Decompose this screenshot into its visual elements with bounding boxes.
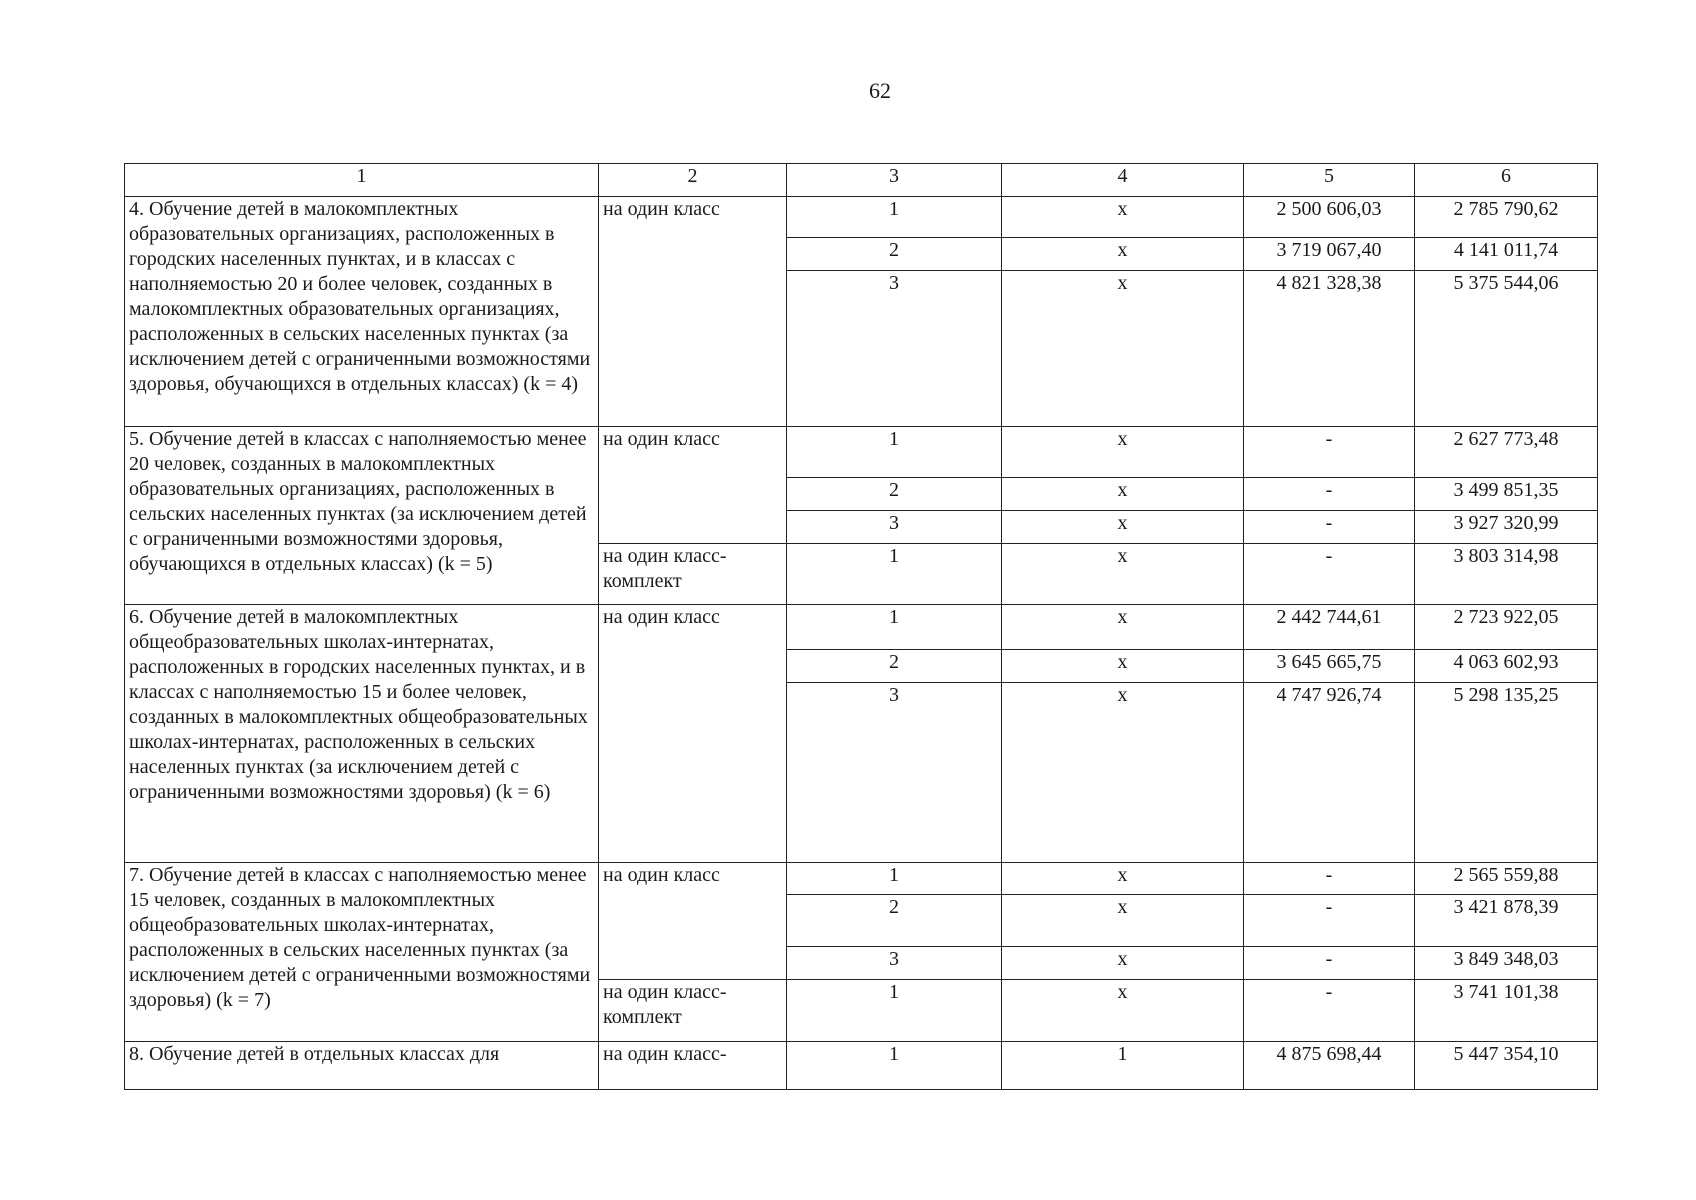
cell-col4: х xyxy=(1002,863,1244,895)
cell-col4: 1 xyxy=(1002,1042,1244,1090)
cell-col4: х xyxy=(1002,478,1244,511)
cell-col6: 5 447 354,10 xyxy=(1415,1042,1598,1090)
header-row xyxy=(125,164,1598,197)
cell-col3: 2 xyxy=(787,478,1002,511)
unit-cell: на один класс xyxy=(599,197,787,427)
cell-col3: 1 xyxy=(787,427,1002,478)
tariff-table xyxy=(124,163,1598,1090)
cell-col5: - xyxy=(1244,863,1415,895)
cell-col6: 3 741 101,38 xyxy=(1415,980,1598,1042)
cell-col4: х xyxy=(1002,238,1244,271)
cell-col4: х xyxy=(1002,895,1244,947)
cell-col3: 3 xyxy=(787,271,1002,427)
cell-col3: 1 xyxy=(787,1042,1002,1090)
cell-col6: 2 627 773,48 xyxy=(1415,427,1598,478)
cell-col5: 4 875 698,44 xyxy=(1244,1042,1415,1090)
cell-col3: 3 xyxy=(787,511,1002,544)
cell-col4: х xyxy=(1002,427,1244,478)
unit-cell: на один класс xyxy=(599,863,787,980)
cell-col6: 3 421 878,39 xyxy=(1415,895,1598,947)
cell-col4: х xyxy=(1002,980,1244,1042)
cell-col3: 2 xyxy=(787,650,1002,683)
cell-col3: 1 xyxy=(787,544,1002,605)
cell-col5: - xyxy=(1244,544,1415,605)
cell-col3: 3 xyxy=(787,683,1002,863)
column-header: 2 xyxy=(599,164,787,197)
row-description: 8. Обучение детей в отдельных классах для xyxy=(125,1042,599,1090)
cell-col6: 2 723 922,05 xyxy=(1415,605,1598,650)
cell-col5: 2 500 606,03 xyxy=(1244,197,1415,238)
cell-col3: 2 xyxy=(787,238,1002,271)
cell-col4: х xyxy=(1002,605,1244,650)
unit-cell: на один класс xyxy=(599,605,787,863)
cell-col4: х xyxy=(1002,683,1244,863)
table-row xyxy=(125,1042,1598,1090)
cell-col6: 3 849 348,03 xyxy=(1415,947,1598,980)
cell-col4: х xyxy=(1002,544,1244,605)
column-header: 5 xyxy=(1244,164,1415,197)
cell-col3: 1 xyxy=(787,980,1002,1042)
cell-col6: 4 141 011,74 xyxy=(1415,238,1598,271)
cell-col5: - xyxy=(1244,980,1415,1042)
unit-cell: на один класс- xyxy=(599,1042,787,1090)
cell-col4: х xyxy=(1002,511,1244,544)
cell-col5: - xyxy=(1244,947,1415,980)
cell-col5: - xyxy=(1244,427,1415,478)
unit-cell: на один класс-комплект xyxy=(599,544,787,605)
cell-col4: х xyxy=(1002,197,1244,238)
row-description: 4. Обучение детей в малокомплектных образовательных организациях, расположенных в городских населенных пунктах, и в классах с наполняемостью 20 и более человек, созданных в малокомплектных образовательных организациях, расположенных в сельских населенных пунктах (за исключением детей с ограниченными возможностями здоровья, обучающихся в отдельных классах) (k = 4) xyxy=(125,197,599,427)
page-number: 62 xyxy=(869,78,891,103)
cell-col3: 1 xyxy=(787,605,1002,650)
cell-col6: 4 063 602,93 xyxy=(1415,650,1598,683)
row-description: 6. Обучение детей в малокомплектных общеобразовательных школах-интернатах, расположенных в городских населенных пунктах, и в классах с наполняемостью 15 и более человек, созданных в малокомплектных общеобразовательных школах-интернатах, расположенных в сельских населенных пунктах (за исключением детей с ограниченными возможностями здоровья) (k = 6) xyxy=(125,605,599,863)
cell-col6: 5 375 544,06 xyxy=(1415,271,1598,427)
cell-col3: 1 xyxy=(787,197,1002,238)
cell-col6: 2 785 790,62 xyxy=(1415,197,1598,238)
cell-col6: 3 499 851,35 xyxy=(1415,478,1598,511)
cell-col6: 3 927 320,99 xyxy=(1415,511,1598,544)
cell-col5: 2 442 744,61 xyxy=(1244,605,1415,650)
cell-col3: 2 xyxy=(787,895,1002,947)
cell-col6: 5 298 135,25 xyxy=(1415,683,1598,863)
cell-col5: 3 645 665,75 xyxy=(1244,650,1415,683)
column-header: 1 xyxy=(125,164,599,197)
unit-cell: на один класс xyxy=(599,427,787,544)
cell-col5: - xyxy=(1244,895,1415,947)
table-row xyxy=(125,863,1598,895)
cell-col3: 3 xyxy=(787,947,1002,980)
table-row xyxy=(125,197,1598,238)
cell-col5: 3 719 067,40 xyxy=(1244,238,1415,271)
cell-col4: х xyxy=(1002,947,1244,980)
cell-col5: 4 747 926,74 xyxy=(1244,683,1415,863)
unit-cell: на один класс-комплект xyxy=(599,980,787,1042)
row-description: 5. Обучение детей в классах с наполняемостью менее 20 человек, созданных в малокомплектных образовательных организациях, расположенных в сельских населенных пунктах (за исключением детей с ограниченными возможностями здоровья, обучающихся в отдельных классах) (k = 5) xyxy=(125,427,599,605)
cell-col4: х xyxy=(1002,650,1244,683)
table-row xyxy=(125,427,1598,478)
cell-col5: 4 821 328,38 xyxy=(1244,271,1415,427)
cell-col5: - xyxy=(1244,478,1415,511)
column-header: 4 xyxy=(1002,164,1244,197)
cell-col5: - xyxy=(1244,511,1415,544)
cell-col4: х xyxy=(1002,271,1244,427)
row-description: 7. Обучение детей в классах с наполняемостью менее 15 человек, созданных в малокомплектных общеобразовательных школах-интернатах, расположенных в сельских населенных пунктах (за исключением детей с ограниченными возможностями здоровья) (k = 7) xyxy=(125,863,599,1042)
cell-col3: 1 xyxy=(787,863,1002,895)
column-header: 6 xyxy=(1415,164,1598,197)
cell-col6: 3 803 314,98 xyxy=(1415,544,1598,605)
cell-col6: 2 565 559,88 xyxy=(1415,863,1598,895)
column-header: 3 xyxy=(787,164,1002,197)
table-row xyxy=(125,605,1598,650)
